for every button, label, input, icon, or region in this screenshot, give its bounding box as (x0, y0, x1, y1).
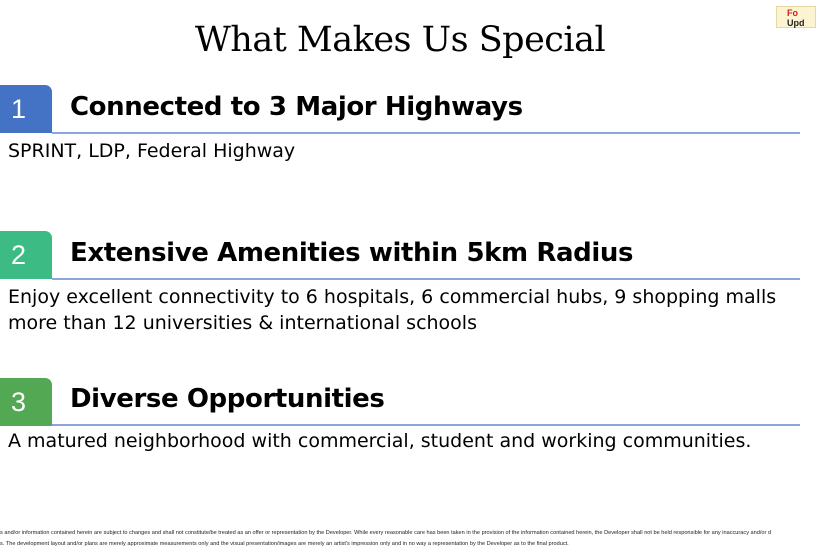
point-2-number-badge: 2 (0, 231, 52, 279)
disclaimer-line-1: s and/or information contained herein are subject to changes and shall not constitute/be treated as an offer or representation by the Developer. While every reasonable care has been taken in the provision of the information contained herein, the Developer shall not be held responsible for any inaccuracy and/or d (0, 530, 772, 536)
page-title: What Makes Us Special (194, 20, 606, 60)
point-2-divider (52, 278, 800, 280)
point-3-number-badge: 3 (0, 378, 52, 426)
point-2-body-line-2: more than 12 universities & international schools (8, 312, 477, 334)
point-1-body (8, 138, 808, 164)
point-1-number-badge: 1 (0, 85, 52, 133)
corner-badge-line1: Fo (787, 8, 798, 18)
point-3-divider (52, 424, 800, 426)
point-2-body (8, 284, 808, 336)
point-1-heading: Connected to 3 Major Highways (70, 92, 523, 122)
point-3-heading: Diverse Opportunities (70, 384, 385, 414)
point-2-heading: Extensive Amenities within 5km Radius (70, 238, 634, 268)
point-2-body-line-1: Enjoy excellent connectivity to 6 hospitals, 6 commercial hubs, 9 shopping malls (8, 286, 777, 308)
point-1-body-line-1: SPRINT, LDP, Federal Highway (8, 140, 296, 162)
legal-disclaimer (0, 528, 800, 550)
point-1-divider (52, 132, 800, 134)
corner-badge-line2: Upd (787, 18, 805, 28)
point-3-body-line-1: A matured neighborhood with commercial, student and working communities. (8, 430, 752, 452)
disclaimer-line-2: s. The development layout and/or plans are merely approximate measurements only and the visual presentation/images are merely an artist's impression only and in no way a representation by the Developer as to the final product. (0, 541, 569, 547)
point-3-body (8, 428, 808, 454)
